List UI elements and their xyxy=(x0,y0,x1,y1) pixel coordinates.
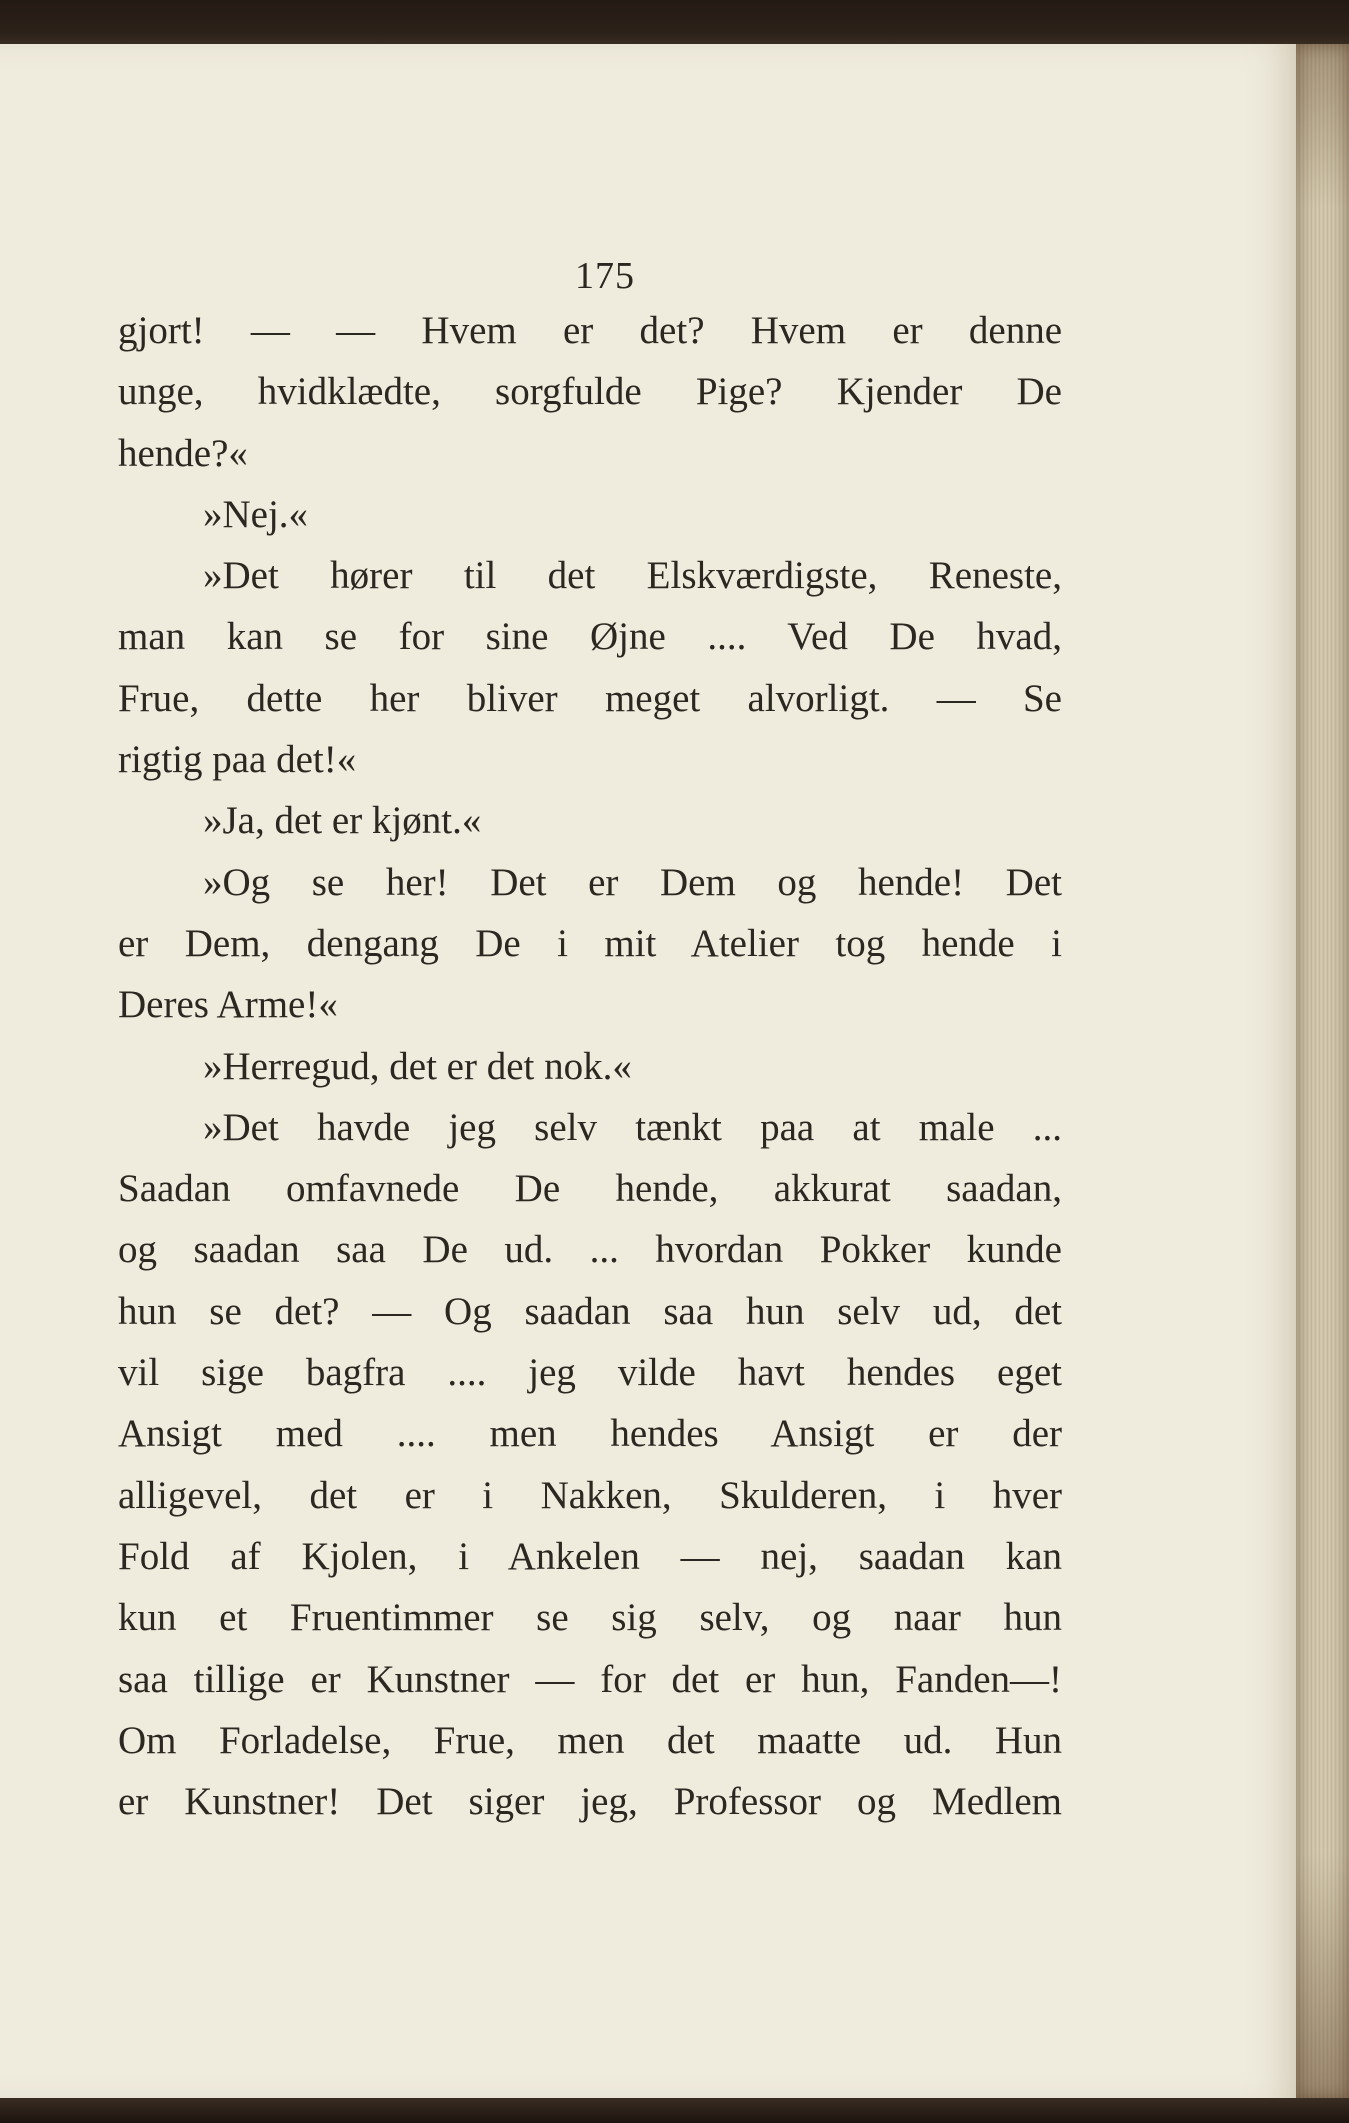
text-line: »Og se her! Det er Dem og hende! Det xyxy=(203,860,1062,904)
page-stack-edges xyxy=(1296,44,1349,2100)
text-line: alligevel, det er i Nakken, Skulderen, i hver xyxy=(118,1473,1062,1517)
text-line: Frue, dette her bliver meget alvorligt. — Se xyxy=(118,676,1062,720)
text-line: er Kunstner! Det siger jeg, Professor og Medlem xyxy=(118,1780,1062,1824)
text-line: kun et Fruentimmer se sig selv, og naar hun xyxy=(118,1596,1062,1640)
text-line: Om Forladelse, Frue, men det maatte ud. Hun xyxy=(118,1718,1062,1762)
text-line: »Det hører til det Elskværdigste, Reneste, xyxy=(203,554,1062,598)
bottom-book-edge xyxy=(0,2098,1349,2123)
top-book-edge xyxy=(0,0,1349,46)
text-line: rigtig paa det!« xyxy=(118,738,357,782)
text-line: vil sige bagfra .... jeg vilde havt hendes eget xyxy=(118,1351,1062,1395)
text-line: »Ja, det er kjønt.« xyxy=(203,799,482,843)
text-line: og saadan saa De ud. ... hvordan Pokker kunde xyxy=(118,1228,1062,1272)
text-line: Fold af Kjolen, i Ankelen — nej, saadan kan xyxy=(118,1534,1062,1578)
page-number: 175 xyxy=(575,255,635,297)
text-line: Ansigt med .... men hendes Ansigt er der xyxy=(118,1412,1062,1456)
text-line: gjort! — — Hvem er det? Hvem er denne xyxy=(118,309,1062,352)
text-line: »Det havde jeg selv tænkt paa at male ... xyxy=(203,1105,1062,1149)
text-line: Deres Arme!« xyxy=(118,983,338,1027)
text-line: hende?« xyxy=(118,431,248,475)
text-line: Saadan omfavnede De hende, akkurat saadan, xyxy=(118,1167,1062,1211)
text-line: unge, hvidklædte, sorgfulde Pige? Kjender De xyxy=(118,370,1062,414)
text-line: saa tillige er Kunstner — for det er hun, Fanden—! xyxy=(118,1657,1062,1701)
text-line: »Herregud, det er det nok.« xyxy=(203,1044,632,1088)
text-line: hun se det? — Og saadan saa hun selv ud, det xyxy=(118,1289,1062,1333)
body-text xyxy=(118,300,1062,1832)
text-line: »Nej.« xyxy=(203,492,309,536)
text-line: man kan se for sine Øjne .... Ved De hvad, xyxy=(118,615,1062,659)
text-line: er Dem, dengang De i mit Atelier tog hende i xyxy=(118,921,1062,965)
